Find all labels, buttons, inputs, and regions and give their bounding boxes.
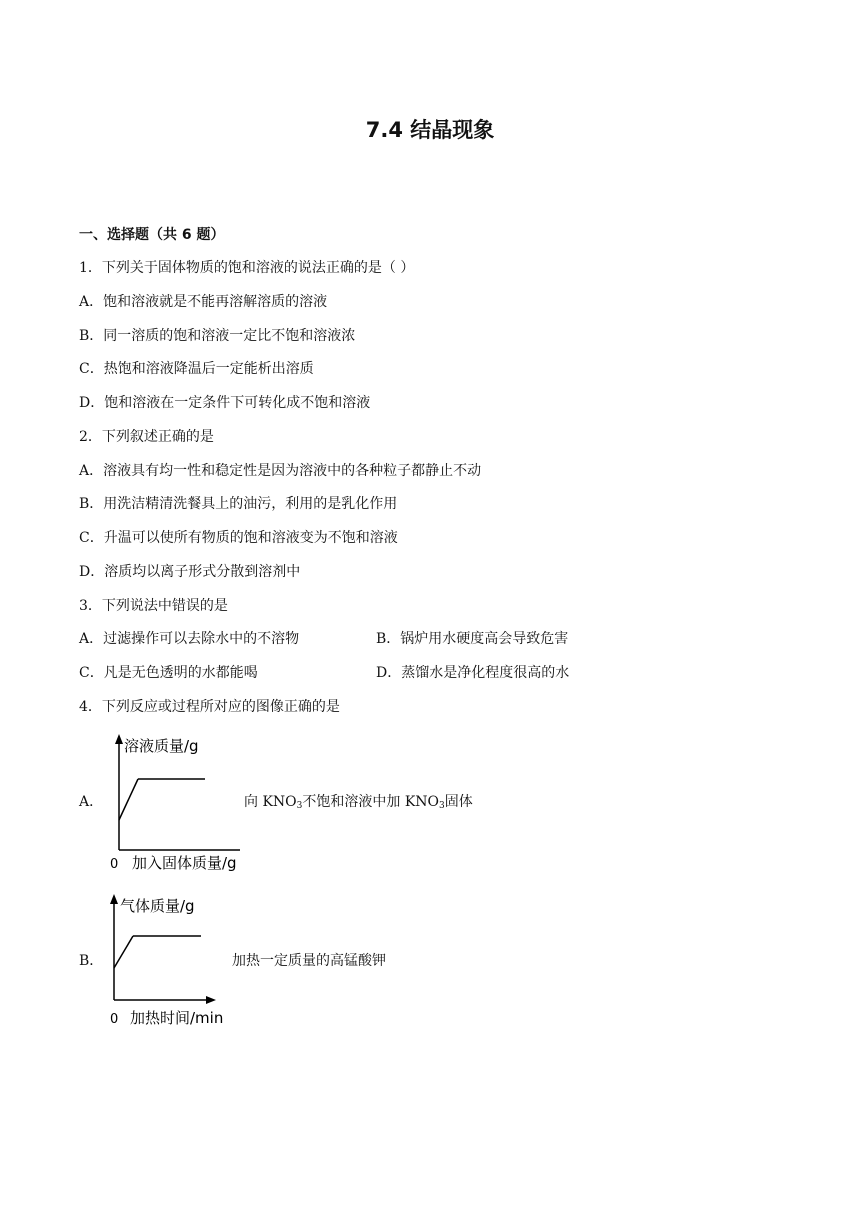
x-axis-arrow [206,996,216,1004]
question-2-option-a[interactable]: A．溶液具有均一性和稳定性是因为溶液中的各种粒子都静止不动 [79,463,482,479]
graph-b-xlabel: 加热时间/min [130,1009,224,1027]
curve-rise [114,936,133,968]
question-1-option-d[interactable]: D．饱和溶液在一定条件下可转化成不饱和溶液 [79,395,371,411]
page-title: 7.4 结晶现象 [365,118,495,142]
question-4-option-b-letter[interactable]: B． [79,953,104,969]
graph-b-ylabel: 气体质量/g [120,897,195,915]
section-heading: 一、选择题（共 6 题） [79,227,225,243]
question-1-stem: 1．下列关于固体物质的饱和溶液的说法正确的是（ ） [79,260,415,276]
question-2-option-b[interactable]: B．用洗洁精清洗餐具上的油污，利用的是乳化作用 [79,496,398,512]
question-4-stem: 4．下列反应或过程所对应的图像正确的是 [79,699,340,715]
question-1-option-c[interactable]: C．热饱和溶液降温后一定能析出溶质 [79,361,314,377]
question-4-graph-a [100,730,250,875]
question-1-option-a[interactable]: A．饱和溶液就是不能再溶解溶质的溶液 [79,294,328,310]
question-4-graph-b [100,890,250,1035]
curve-rise [119,779,138,820]
graph-a-xlabel: 加入固体质量/g [132,854,237,872]
question-3-stem: 3．下列说法中错误的是 [79,598,228,614]
question-2-option-c[interactable]: C．升温可以使所有物质的饱和溶液变为不饱和溶液 [79,530,398,546]
question-2-option-d[interactable]: D．溶质均以离子形式分散到溶剂中 [79,564,301,580]
question-4-option-a-letter[interactable]: A． [79,794,104,810]
question-3-option-b[interactable]: B．锅炉用水硬度高会导致危害 [376,631,569,647]
y-axis-arrow [115,734,123,744]
graph-a-origin: 0 [110,857,119,872]
question-3-option-d[interactable]: D．蒸馏水是净化程度很高的水 [376,665,570,681]
graph-a-ylabel: 溶液质量/g [124,737,199,755]
question-1-option-b[interactable]: B．同一溶质的饱和溶液一定比不饱和溶液浓 [79,328,356,344]
graph-b-origin: 0 [110,1012,119,1027]
question-4-option-a-desc[interactable]: 向 $KNO_3$不饱和溶液中加 $KNO_3$固体 [244,794,473,811]
question-4-option-b-desc[interactable]: 加热一定质量的高锰酸钾 [232,953,386,969]
question-2-stem: 2．下列叙述正确的是 [79,429,214,445]
question-3-option-c[interactable]: C．凡是无色透明的水都能喝 [79,665,258,681]
y-axis-arrow [110,894,118,904]
question-3-option-a[interactable]: A．过滤操作可以去除水中的不溶物 [79,631,300,647]
